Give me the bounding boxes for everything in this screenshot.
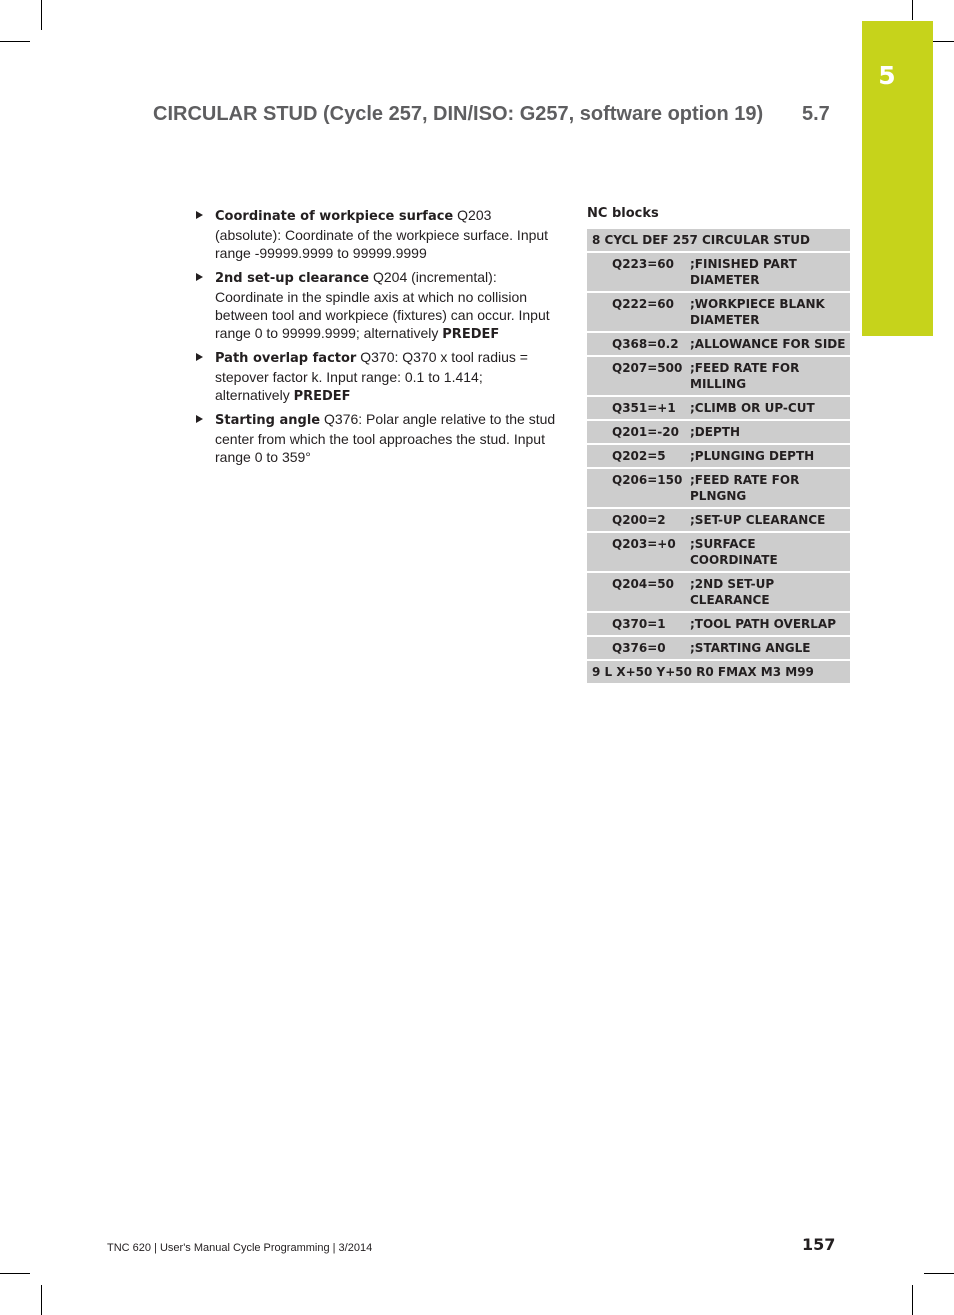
nc-param: Q206=150: [587, 468, 690, 508]
nc-comment: ;SET-UP CLEARANCE: [690, 508, 850, 532]
section-number: 5.7: [802, 103, 830, 125]
nc-comment: ;TOOL PATH OVERLAP: [690, 612, 850, 636]
nc-block-row: [587, 229, 850, 252]
nc-parameter-row: [587, 532, 850, 572]
nc-param: Q223=60: [587, 252, 690, 292]
parameter-description: Q370: Q370 x tool radius = stepover factor k. Input range: 0.1 to 1.414; alternatively: [215, 349, 528, 403]
triangle-bullet-icon: [196, 273, 203, 281]
parameter-description: Q376: Polar angle relative to the stud center from which the tool approaches the stud. Input range 0 to 359°: [215, 411, 556, 465]
parameter-keyword: PREDEF: [293, 389, 351, 404]
nc-comment: ;WORKPIECE BLANK DIAMETER: [690, 292, 850, 332]
parameter-name: Starting angle: [215, 413, 321, 428]
nc-parameter-row: [587, 252, 850, 292]
nc-parameter-row: [587, 636, 850, 660]
crop-mark: [41, 1285, 42, 1315]
nc-parameter-row: [587, 420, 850, 444]
nc-param: Q203=+0: [587, 532, 690, 572]
nc-parameter-row: [587, 572, 850, 612]
nc-parameter-row: [587, 332, 850, 356]
nc-comment: ;SURFACE COORDINATE: [690, 532, 850, 572]
nc-param: Q370=1: [587, 612, 690, 636]
nc-block-line: 8 CYCL DEF 257 CIRCULAR STUD: [587, 229, 850, 252]
nc-comment: ;PLUNGING DEPTH: [690, 444, 850, 468]
parameter-item: [193, 206, 558, 264]
nc-parameter-row: [587, 612, 850, 636]
nc-param: Q200=2: [587, 508, 690, 532]
nc-param: Q201=-20: [587, 420, 690, 444]
parameter-keyword: PREDEF: [442, 327, 500, 342]
nc-block-row: [587, 660, 850, 684]
nc-parameter-row: [587, 356, 850, 396]
parameter-item: [193, 410, 558, 468]
nc-comment: ;DEPTH: [690, 420, 850, 444]
nc-comment: ;STARTING ANGLE: [690, 636, 850, 660]
crop-mark: [924, 1273, 954, 1274]
parameter-name: 2nd set-up clearance: [215, 271, 370, 286]
nc-block-line: 9 L X+50 Y+50 R0 FMAX M3 M99: [587, 660, 850, 684]
nc-blocks-title: NC blocks: [587, 206, 659, 221]
nc-param: Q204=50: [587, 572, 690, 612]
crop-mark: [0, 41, 30, 42]
nc-parameter-row: [587, 508, 850, 532]
parameter-name: Coordinate of workpiece surface: [215, 209, 454, 224]
nc-parameter-row: [587, 292, 850, 332]
nc-param: Q376=0: [587, 636, 690, 660]
triangle-bullet-icon: [196, 353, 203, 361]
nc-param: Q202=5: [587, 444, 690, 468]
nc-param: Q368=0.2: [587, 332, 690, 356]
parameter-description: Q204 (incremental): Coordinate in the spindle axis at which no collision between tool and workpiece (fixtures) can occur. Input range 0 to 99999.9999; alternatively: [215, 269, 550, 341]
nc-comment: ;FINISHED PART DIAMETER: [690, 252, 850, 292]
nc-comment: ;ALLOWANCE FOR SIDE: [690, 332, 850, 356]
chapter-number: 5: [878, 61, 896, 90]
nc-blocks-table: [587, 229, 850, 685]
crop-mark: [0, 1273, 30, 1274]
crop-mark: [41, 0, 42, 30]
crop-mark: [912, 0, 913, 20]
nc-param: Q351=+1: [587, 396, 690, 420]
nc-param: Q222=60: [587, 292, 690, 332]
triangle-bullet-icon: [196, 211, 203, 219]
triangle-bullet-icon: [196, 415, 203, 423]
page-title: CIRCULAR STUD (Cycle 257, DIN/ISO: G257, software option 19): [153, 103, 764, 125]
nc-comment: ;FEED RATE FOR MILLING: [690, 356, 850, 396]
nc-parameter-row: [587, 468, 850, 508]
parameter-item: [193, 268, 558, 344]
nc-comment: ;CLIMB OR UP-CUT: [690, 396, 850, 420]
parameter-list: [193, 206, 558, 472]
nc-param: Q207=500: [587, 356, 690, 396]
nc-parameter-row: [587, 444, 850, 468]
crop-mark: [912, 1285, 913, 1315]
nc-comment: ;2ND SET-UP CLEARANCE: [690, 572, 850, 612]
chapter-tab: [862, 21, 933, 336]
page-number: 157: [802, 1235, 836, 1254]
nc-comment: ;FEED RATE FOR PLNGNG: [690, 468, 850, 508]
parameter-name: Path overlap factor: [215, 351, 357, 366]
footer-text: TNC 620 | User's Manual Cycle Programming | 3/2014: [107, 1242, 373, 1254]
nc-parameter-row: [587, 396, 850, 420]
parameter-item: [193, 348, 558, 406]
parameter-description: Q203 (absolute): Coordinate of the workpiece surface. Input range -99999.9999 to 99999.9999: [215, 207, 549, 261]
